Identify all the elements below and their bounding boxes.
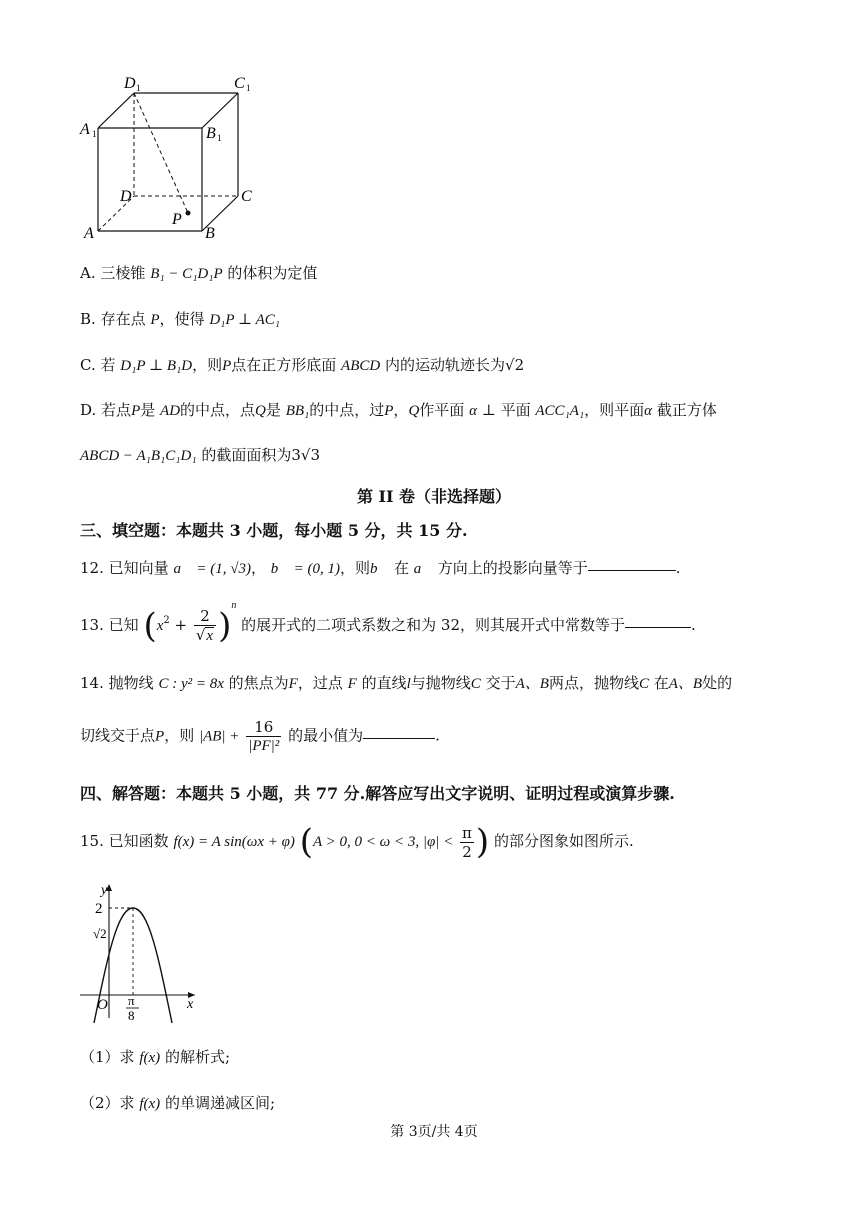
question-14: 14. 抛物线 C : y² = 8x 的焦点为F，过点 F 的直线l与抛物线C 交于A、B两点，抛物线C 在A、B处的	[80, 674, 733, 692]
svg-text:y: y	[101, 883, 108, 898]
svg-text:√2: √2	[93, 926, 107, 941]
option-c: C. 若 D₁P ⊥ B₁D，则P点在正方形底面 ABCD 内的运动轨迹长为√2	[80, 356, 525, 374]
label-c1: C	[234, 75, 245, 92]
section-4-heading: 四、解答题：本题共 5 小题，共 77 分.解答应写出文字说明、证明过程或演算步骤.	[80, 784, 675, 803]
question-15: 15. 已知函数 f(x) = A sin(ωx + φ) (A > 0, 0 < ω < 3, |φ| < $\frac{\pi}{2}$ ) 的部分图象如图所示.	[80, 822, 634, 862]
label-p: P	[172, 211, 182, 228]
label-b: B	[205, 225, 215, 242]
subquestion-1: （1）求 f(x) 的解析式;	[80, 1048, 230, 1066]
question-13: 13. 已知 ($x^2$ + $\frac{2}{√x}$ )$^n$ 的展开式的二项式系数之和为 32，则其展开式中常数等于 .	[80, 600, 696, 646]
subquestion-2: （2）求 f(x) 的单调递减区间;	[80, 1094, 275, 1112]
sine-graph	[75, 880, 205, 1025]
answer-blank[interactable]	[363, 737, 435, 739]
label-b1: B	[206, 125, 216, 142]
answer-blank[interactable]	[625, 626, 691, 628]
page-footer: 第 3页/共 4页	[390, 1124, 478, 1140]
label-a: A	[84, 225, 94, 242]
svg-text:1: 1	[136, 83, 141, 93]
svg-text:x: x	[187, 997, 194, 1012]
option-d: D. 若点P是 AD的中点，点Q是 BB₁的中点，过P，Q作平面 α ⊥ 平面 ACC₁A₁，则平面α 截正方体	[80, 401, 717, 419]
question-12: 12. 已知向量 a⃗ = (1, √3)， b⃗ = (0, 1)，则b⃗ 在 a⃗ 方向上的投影向量等于 .	[80, 559, 681, 577]
cube-figure	[70, 68, 270, 248]
svg-text:1: 1	[246, 83, 251, 93]
label-c: C	[241, 188, 252, 205]
svg-text:O: O	[97, 997, 108, 1013]
option-a: A. 三棱锥 B₁ − C₁D₁P 的体积为定值	[80, 264, 318, 282]
question-14-line2: 切线交于点P，则 |AB| + $\frac{16}{\text{|PF|²}}$ 的最小值为 .	[80, 718, 440, 754]
svg-text:1: 1	[92, 129, 97, 139]
svg-text:π: π	[128, 993, 135, 1008]
svg-text:1: 1	[217, 133, 222, 143]
svg-text:2: 2	[95, 901, 103, 917]
volume-title: 第 II 卷（非选择题）	[356, 487, 512, 506]
option-d-line2: ABCD − A₁B₁C₁D₁ 的截面面积为3√3	[80, 446, 320, 464]
svg-text:8: 8	[128, 1008, 135, 1023]
label-d1: D	[124, 75, 136, 92]
option-b: B. 存在点 P，使得 D₁P ⊥ AC₁	[80, 310, 281, 328]
section-3-heading: 三、填空题：本题共 3 小题，每小题 5 分，共 15 分.	[80, 521, 468, 540]
answer-blank[interactable]	[588, 569, 676, 571]
label-d: D	[120, 188, 132, 205]
label-a1: A	[80, 121, 90, 138]
